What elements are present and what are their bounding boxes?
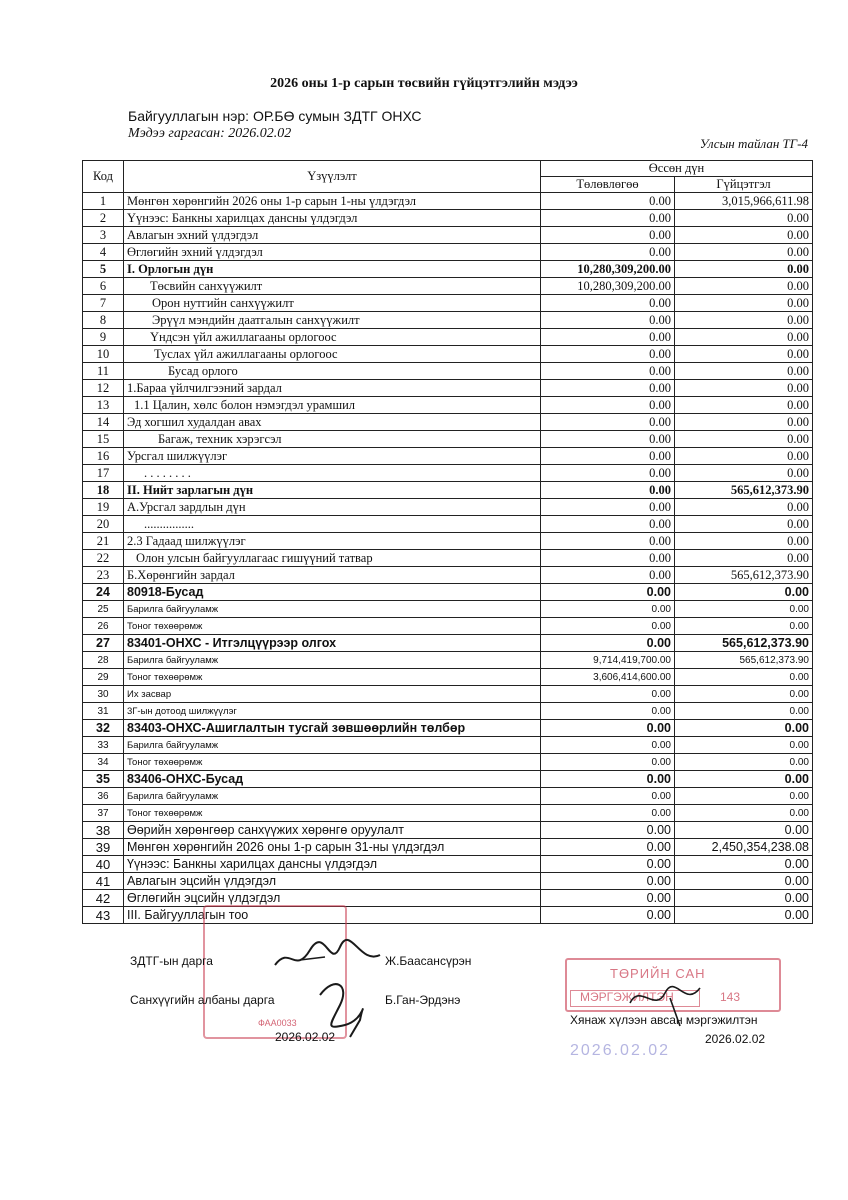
table-row: [83, 465, 813, 482]
row-indicator: II. Нийт зарлагын дүн: [124, 482, 541, 499]
row-actual: 0.00: [675, 856, 813, 873]
row-actual: 565,612,373.90: [675, 482, 813, 499]
row-plan: 0.00: [541, 618, 675, 635]
table-row: [83, 278, 813, 295]
row-indicator: ................: [124, 516, 541, 533]
row-code: 31: [83, 703, 124, 720]
table-body: [83, 193, 813, 924]
row-code: 3: [83, 227, 124, 244]
table-row: [83, 346, 813, 363]
table-row: [83, 312, 813, 329]
row-code: 23: [83, 567, 124, 584]
row-code: 39: [83, 839, 124, 856]
organization-name: Байгууллагын нэр: ОР.БӨ сумын ЗДТГ ОНХС: [128, 108, 422, 124]
row-indicator: . . . . . . . .: [124, 465, 541, 482]
row-indicator: Үүнээс: Банкны харилцах дансны үлдэгдэл: [124, 856, 541, 873]
table-row: [83, 550, 813, 567]
row-actual: 0.00: [675, 414, 813, 431]
row-indicator: Эд хогшил худалдан авах: [124, 414, 541, 431]
table-row: [83, 516, 813, 533]
row-plan: 0.00: [541, 482, 675, 499]
row-indicator: Их засвар: [124, 686, 541, 703]
row-code: 15: [83, 431, 124, 448]
row-indicator: Багаж, техник хэрэгсэл: [124, 431, 541, 448]
row-indicator: Тоног төхөөрөмж: [124, 754, 541, 771]
row-code: 32: [83, 720, 124, 737]
row-indicator: 83406-ОНХС-Бусад: [124, 771, 541, 788]
row-actual: 0.00: [675, 346, 813, 363]
header-actual: Гүйцэтгэл: [675, 177, 813, 193]
table-row: [83, 210, 813, 227]
finance-title: Санхүүгийн албаны дарга: [130, 993, 275, 1007]
row-indicator: Урсгал шилжүүлэг: [124, 448, 541, 465]
row-code: 25: [83, 601, 124, 618]
row-actual: 0.00: [675, 278, 813, 295]
table-row: [83, 652, 813, 669]
row-indicator: Төсвийн санхүүжилт: [124, 278, 541, 295]
row-code: 7: [83, 295, 124, 312]
table-row: [83, 448, 813, 465]
row-indicator: А.Урсгал зардлын дүн: [124, 499, 541, 516]
row-code: 20: [83, 516, 124, 533]
row-plan: 9,714,419,700.00: [541, 652, 675, 669]
row-plan: 0.00: [541, 788, 675, 805]
row-actual: 0.00: [675, 822, 813, 839]
table-row: [83, 193, 813, 210]
row-code: 17: [83, 465, 124, 482]
row-indicator: Авлагын эхний үлдэгдэл: [124, 227, 541, 244]
row-code: 12: [83, 380, 124, 397]
table-row: [83, 295, 813, 312]
row-plan: 0.00: [541, 244, 675, 261]
reviewer-title: Хянаж хүлээн авсан мэргэжилтэн: [570, 1013, 758, 1027]
table-row: [83, 890, 813, 907]
row-plan: 0.00: [541, 397, 675, 414]
reviewer-date: 2026.02.02: [705, 1032, 766, 1046]
table-row: [83, 703, 813, 720]
row-actual: 0.00: [675, 618, 813, 635]
header-plan: Төлөвлөгөө: [541, 177, 675, 193]
table-row: [83, 737, 813, 754]
row-indicator: I. Орлогын дүн: [124, 261, 541, 278]
table-row: [83, 533, 813, 550]
row-code: 10: [83, 346, 124, 363]
row-plan: 0.00: [541, 533, 675, 550]
row-plan: 0.00: [541, 635, 675, 652]
received-date-stamp: 2026.02.02: [570, 1042, 671, 1059]
table-row: [83, 873, 813, 890]
table-row: [83, 329, 813, 346]
table-row: [83, 244, 813, 261]
row-actual: 0.00: [675, 873, 813, 890]
table-row: [83, 788, 813, 805]
row-code: 22: [83, 550, 124, 567]
row-actual: 0.00: [675, 550, 813, 567]
row-code: 8: [83, 312, 124, 329]
row-actual: 0.00: [675, 210, 813, 227]
table-row: [83, 567, 813, 584]
report-date: Мэдээ гаргасан: 2026.02.02: [128, 126, 292, 141]
row-actual: 0.00: [675, 329, 813, 346]
table-row: [83, 397, 813, 414]
row-actual: 0.00: [675, 397, 813, 414]
row-code: 9: [83, 329, 124, 346]
row-indicator: 83403-ОНХС-Ашиглалтын тусгай зөвшөөрлийн төлбөр: [124, 720, 541, 737]
row-plan: 0.00: [541, 822, 675, 839]
row-plan: 0.00: [541, 856, 675, 873]
row-plan: 0.00: [541, 431, 675, 448]
row-actual: 0.00: [675, 771, 813, 788]
row-actual: 0.00: [675, 703, 813, 720]
row-indicator: Барилга байгууламж: [124, 737, 541, 754]
table-row: [83, 669, 813, 686]
reviewer-signature-icon: [625, 978, 715, 1028]
row-indicator: Тоног төхөөрөмж: [124, 618, 541, 635]
table-row: [83, 380, 813, 397]
row-code: 30: [83, 686, 124, 703]
row-plan: 0.00: [541, 363, 675, 380]
row-code: 19: [83, 499, 124, 516]
table-row: [83, 805, 813, 822]
row-code: 41: [83, 873, 124, 890]
row-plan: 0.00: [541, 499, 675, 516]
row-plan: 0.00: [541, 584, 675, 601]
report-code: Улсын тайлан ТГ-4: [699, 136, 808, 151]
row-code: 26: [83, 618, 124, 635]
row-plan: 10,280,309,200.00: [541, 278, 675, 295]
row-actual: 0.00: [675, 754, 813, 771]
header-indicator: Үзүүлэлт: [124, 161, 541, 193]
row-code: 16: [83, 448, 124, 465]
row-plan: 0.00: [541, 890, 675, 907]
table-row: [83, 584, 813, 601]
row-indicator: 1.1 Цалин, хөлс болон нэмэгдэл урамшил: [124, 397, 541, 414]
row-code: 34: [83, 754, 124, 771]
row-code: 38: [83, 822, 124, 839]
finance-name: Б.Ган-Эрдэнэ: [385, 993, 461, 1007]
table-row: [83, 839, 813, 856]
row-actual: 0.00: [675, 465, 813, 482]
row-code: 40: [83, 856, 124, 873]
row-code: 13: [83, 397, 124, 414]
header-code: Код: [83, 161, 124, 193]
row-indicator: Олон улсын байгууллагаас гишүүний татвар: [124, 550, 541, 567]
table-row: [83, 499, 813, 516]
row-actual: 3,015,966,611.98: [675, 193, 813, 210]
row-code: 2: [83, 210, 124, 227]
row-plan: 0.00: [541, 754, 675, 771]
row-actual: 0.00: [675, 380, 813, 397]
row-actual: 0.00: [675, 720, 813, 737]
row-plan: 0.00: [541, 601, 675, 618]
row-actual: 0.00: [675, 431, 813, 448]
row-actual: 0.00: [675, 533, 813, 550]
row-actual: 0.00: [675, 261, 813, 278]
row-indicator: 83401-ОНХС - Итгэлцүүрээр олгох: [124, 635, 541, 652]
row-indicator: Эрүүл мэндийн даатгалын санхүүжилт: [124, 312, 541, 329]
row-plan: 0.00: [541, 465, 675, 482]
row-code: 6: [83, 278, 124, 295]
row-actual: 0.00: [675, 363, 813, 380]
treasury-stamp-title: ТӨРИЙН САН: [610, 966, 706, 981]
head-name: Ж.Баасансүрэн: [385, 954, 472, 968]
row-indicator: 1.Бараа үйлчилгээний зардал: [124, 380, 541, 397]
row-plan: 10,280,309,200.00: [541, 261, 675, 278]
row-plan: 0.00: [541, 550, 675, 567]
row-code: 1: [83, 193, 124, 210]
row-code: 27: [83, 635, 124, 652]
row-indicator: 2.3 Гадаад шилжүүлэг: [124, 533, 541, 550]
row-code: 33: [83, 737, 124, 754]
row-plan: 0.00: [541, 346, 675, 363]
row-actual: 0.00: [675, 516, 813, 533]
row-indicator: Б.Хөрөнгийн зардал: [124, 567, 541, 584]
row-actual: 0.00: [675, 584, 813, 601]
row-actual: 2,450,354,238.08: [675, 839, 813, 856]
row-actual: 0.00: [675, 737, 813, 754]
header-amount: Өссөн дүн: [541, 161, 813, 177]
row-actual: 565,612,373.90: [675, 635, 813, 652]
row-indicator: Үндсэн үйл ажиллагааны орлогоос: [124, 329, 541, 346]
row-plan: 0.00: [541, 805, 675, 822]
row-code: 24: [83, 584, 124, 601]
table-row: [83, 227, 813, 244]
table-row: [83, 618, 813, 635]
table-row: [83, 635, 813, 652]
row-plan: 0.00: [541, 686, 675, 703]
row-indicator: Орон нутгийн санхүүжилт: [124, 295, 541, 312]
table-row: [83, 754, 813, 771]
row-actual: 0.00: [675, 227, 813, 244]
row-plan: 0.00: [541, 720, 675, 737]
row-code: 29: [83, 669, 124, 686]
row-indicator: Мөнгөн хөрөнгийн 2026 оны 1-р сарын 31-ны үлдэгдэл: [124, 839, 541, 856]
row-plan: 0.00: [541, 703, 675, 720]
row-plan: 0.00: [541, 329, 675, 346]
row-code: 35: [83, 771, 124, 788]
row-code: 37: [83, 805, 124, 822]
head-signature-icon: [270, 935, 390, 980]
budget-table: [82, 160, 813, 924]
finance-signature-icon: [310, 975, 380, 1040]
table-row: [83, 686, 813, 703]
row-code: 21: [83, 533, 124, 550]
row-indicator: Авлагын эцсийн үлдэгдэл: [124, 873, 541, 890]
row-code: 18: [83, 482, 124, 499]
page-title: 2026 оны 1-р сарын төсвийн гүйцэтгэлийн мэдээ: [270, 76, 578, 91]
row-actual: 0.00: [675, 244, 813, 261]
head-title: ЗДТГ-ын дарга: [130, 954, 213, 968]
row-plan: 0.00: [541, 448, 675, 465]
row-plan: 0.00: [541, 873, 675, 890]
row-code: 43: [83, 907, 124, 924]
row-indicator: Мөнгөн хөрөнгийн 2026 оны 1-р сарын 1-ны үлдэгдэл: [124, 193, 541, 210]
table-row: [83, 431, 813, 448]
treasury-stamp-number: 143: [720, 990, 741, 1004]
row-indicator: Өглөгийн эцсийн үлдэгдэл: [124, 890, 541, 907]
seal-code: ФАА0033: [258, 1018, 297, 1028]
row-plan: 0.00: [541, 193, 675, 210]
row-actual: 0.00: [675, 686, 813, 703]
row-plan: 0.00: [541, 907, 675, 924]
table-row: [83, 363, 813, 380]
row-indicator: 3Г-ын дотоод шилжүүлэг: [124, 703, 541, 720]
row-plan: 0.00: [541, 295, 675, 312]
row-indicator: Туслах үйл ажиллагааны орлогоос: [124, 346, 541, 363]
row-code: 4: [83, 244, 124, 261]
row-plan: 3,606,414,600.00: [541, 669, 675, 686]
row-plan: 0.00: [541, 312, 675, 329]
row-plan: 0.00: [541, 414, 675, 431]
table-row: [83, 601, 813, 618]
row-actual: 565,612,373.90: [675, 567, 813, 584]
row-code: 14: [83, 414, 124, 431]
table-row: [83, 856, 813, 873]
table-row: [83, 822, 813, 839]
table-row: [83, 414, 813, 431]
row-indicator: III. Байгууллагын тоо: [124, 907, 541, 924]
row-plan: 0.00: [541, 380, 675, 397]
row-indicator: Барилга байгууламж: [124, 601, 541, 618]
row-plan: 0.00: [541, 567, 675, 584]
row-indicator: Барилга байгууламж: [124, 788, 541, 805]
row-actual: 0.00: [675, 312, 813, 329]
row-indicator: Өөрийн хөрөнгөөр санхүүжих хөрөнгө оруулалт: [124, 822, 541, 839]
row-code: 28: [83, 652, 124, 669]
row-code: 5: [83, 261, 124, 278]
row-indicator: Үүнээс: Банкны харилцах дансны үлдэгдэл: [124, 210, 541, 227]
row-actual: 0.00: [675, 907, 813, 924]
row-code: 11: [83, 363, 124, 380]
row-actual: 565,612,373.90: [675, 652, 813, 669]
row-actual: 0.00: [675, 448, 813, 465]
row-actual: 0.00: [675, 295, 813, 312]
row-actual: 0.00: [675, 601, 813, 618]
row-indicator: Тоног төхөөрөмж: [124, 805, 541, 822]
row-plan: 0.00: [541, 210, 675, 227]
treasury-stamp-role: МЭРГЭЖИЛТЭН: [580, 990, 674, 1004]
table-row: [83, 482, 813, 499]
row-indicator: Барилга байгууламж: [124, 652, 541, 669]
row-indicator: Өглөгийн эхний үлдэгдэл: [124, 244, 541, 261]
row-plan: 0.00: [541, 227, 675, 244]
row-code: 36: [83, 788, 124, 805]
row-plan: 0.00: [541, 516, 675, 533]
row-actual: 0.00: [675, 805, 813, 822]
row-indicator: Бусад орлого: [124, 363, 541, 380]
row-actual: 0.00: [675, 890, 813, 907]
sign-date: 2026.02.02: [275, 1030, 336, 1044]
table-row: [83, 907, 813, 924]
row-plan: 0.00: [541, 839, 675, 856]
row-actual: 0.00: [675, 669, 813, 686]
table-row: [83, 771, 813, 788]
row-plan: 0.00: [541, 771, 675, 788]
table-row: [83, 720, 813, 737]
row-code: 42: [83, 890, 124, 907]
table-row: [83, 261, 813, 278]
row-actual: 0.00: [675, 788, 813, 805]
row-indicator: Тоног төхөөрөмж: [124, 669, 541, 686]
row-indicator: 80918-Бусад: [124, 584, 541, 601]
row-plan: 0.00: [541, 737, 675, 754]
row-actual: 0.00: [675, 499, 813, 516]
